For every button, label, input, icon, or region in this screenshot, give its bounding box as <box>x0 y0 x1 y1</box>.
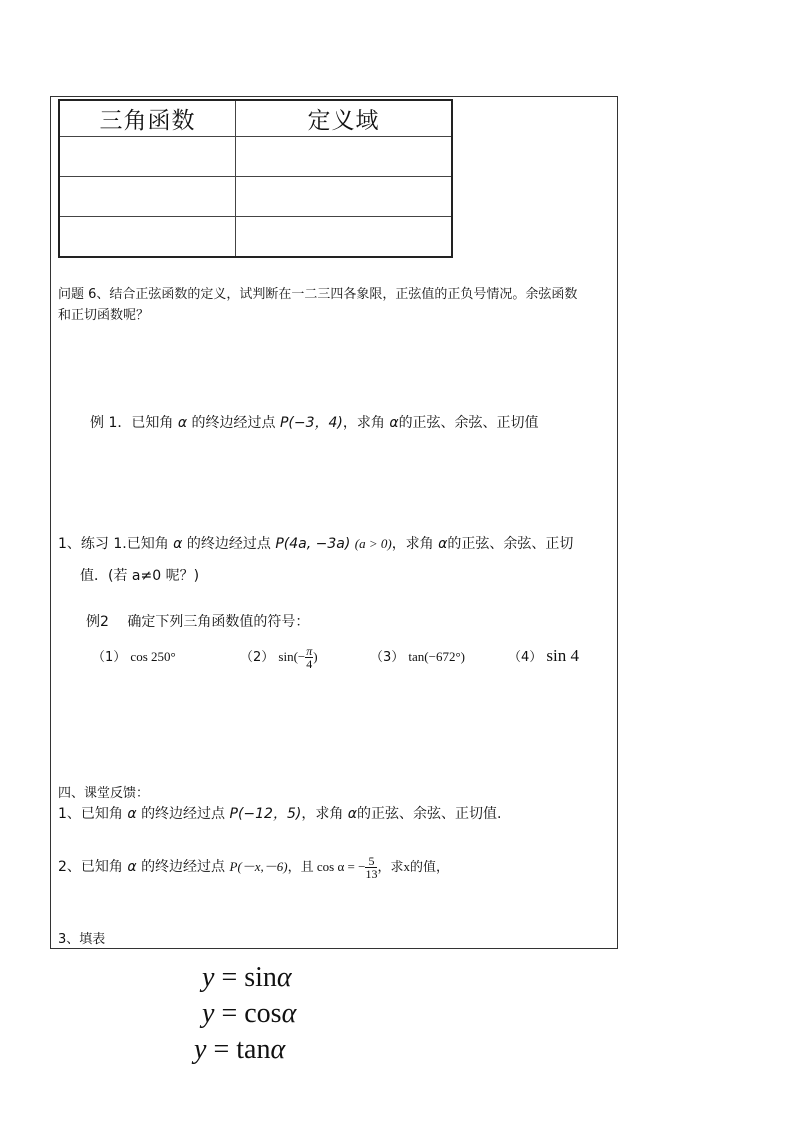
question-6-line1: 问题 6、结合正弦函数的定义，试判断在一二三四各象限，正弦值的正负号情况。余弦函数 <box>58 287 578 302</box>
item-number: （2） <box>240 650 275 665</box>
table-cell[interactable] <box>59 216 236 257</box>
formula-lhs: y <box>202 998 215 1029</box>
fraction <box>365 855 377 880</box>
table-cell[interactable] <box>236 176 453 216</box>
feedback-q1 <box>58 803 501 825</box>
item-number: （1） <box>92 650 127 665</box>
formula-lhs: y <box>194 1034 207 1065</box>
formula-fn: sin <box>244 962 277 993</box>
formula-eq: = <box>214 998 245 1029</box>
example-1-tail: ，求角 <box>342 415 385 431</box>
alpha-symbol: α <box>127 859 137 875</box>
alpha-symbol: α <box>389 415 399 431</box>
alpha-symbol: α <box>173 536 183 552</box>
alpha-symbol: α <box>177 415 188 431</box>
formula-cos <box>202 998 296 1030</box>
formula-fn: tan <box>236 1034 271 1065</box>
feedback-q3: 3、填表 <box>58 932 106 947</box>
table-cell[interactable] <box>236 136 453 176</box>
item-number: （3） <box>370 650 405 665</box>
practice-1-prefix: 1、练习 1.已知角 <box>58 536 169 552</box>
q2-mid: 的终边经过点 <box>141 859 226 875</box>
domain-table <box>58 99 453 258</box>
formula-arg: α <box>276 962 292 993</box>
table-row <box>59 216 452 257</box>
fraction-numerator: π <box>306 644 313 658</box>
practice-1-mid: 的终边经过点 <box>186 536 271 552</box>
example-1 <box>90 412 539 434</box>
formula-arg: α <box>270 1034 286 1065</box>
feedback-q2 <box>58 850 449 884</box>
feedback-title: 四、课堂反馈： <box>58 786 150 801</box>
q1-mid: 的终边经过点 <box>141 806 226 822</box>
table-header-row <box>59 100 452 136</box>
expression: tan(−672°) <box>408 649 465 664</box>
header-trig-function: 三角函数 <box>59 100 236 136</box>
table-cell[interactable] <box>59 176 236 216</box>
q1-tail: ，求角 <box>301 806 344 822</box>
fraction-denominator: 4 <box>306 657 313 671</box>
point-p: P(4a, −3a) <box>275 536 351 552</box>
formula-tan <box>194 1034 285 1066</box>
expression: sin(− <box>278 649 306 664</box>
alpha-symbol: α <box>127 806 137 822</box>
example-2-item-4 <box>508 645 579 669</box>
formula-fn: cos <box>244 998 282 1029</box>
q2-tail: ，求x的值， <box>377 859 449 874</box>
header-domain: 定义域 <box>236 100 453 136</box>
example-1-mid: 的终边经过点 <box>191 415 276 431</box>
q1-tail2: 的正弦、余弦、正切值. <box>357 806 502 822</box>
practice-1-line2: 值．(若 a≠0 呢？) <box>80 568 200 584</box>
table-cell[interactable] <box>59 136 236 176</box>
q1-prefix: 1、已知角 <box>58 806 123 822</box>
alpha-symbol: α <box>438 536 448 552</box>
q2-condition: ，且 cos α = − <box>287 859 366 874</box>
item-number: （4） <box>508 650 543 665</box>
practice-1-tail: ，求角 <box>391 536 434 552</box>
question-6-line2: 和正切函数呢？ <box>58 308 150 323</box>
example-2-item-2 <box>240 642 318 673</box>
formula-lhs: y <box>202 962 215 993</box>
table-cell[interactable] <box>236 216 453 257</box>
example-1-tail2: 的正弦、余弦、正切值 <box>398 415 539 431</box>
example-2-title: 例2 确定下列三角函数值的符号： <box>86 614 310 630</box>
formula-eq: = <box>214 962 245 993</box>
table-row <box>59 176 452 216</box>
fraction-denominator: 13 <box>365 866 378 881</box>
alpha-symbol: α <box>347 806 358 822</box>
point-p: P(−12，5) <box>229 806 302 822</box>
example-2-item-3 <box>370 646 465 669</box>
practice-1-line1 <box>58 533 573 555</box>
q2-prefix: 2、已知角 <box>58 859 123 875</box>
fraction-numerator: 5 <box>365 855 377 868</box>
formula-sin <box>202 962 292 994</box>
example-2-item-1 <box>92 646 176 669</box>
practice-1-tail2: 的正弦、余弦、正切 <box>447 536 574 552</box>
expression: ) <box>313 649 318 664</box>
expression: sin 4 <box>546 646 580 665</box>
point-p: P(−3，4) <box>279 415 343 431</box>
formula-arg: α <box>281 998 297 1029</box>
formula-eq: = <box>206 1034 237 1065</box>
expression: cos 250° <box>130 649 176 664</box>
example-1-label: 例 1．已知角 <box>90 415 174 431</box>
point-p: P(－x,－6) <box>229 859 288 874</box>
table-row <box>59 136 452 176</box>
condition: (a > 0) <box>354 536 392 551</box>
